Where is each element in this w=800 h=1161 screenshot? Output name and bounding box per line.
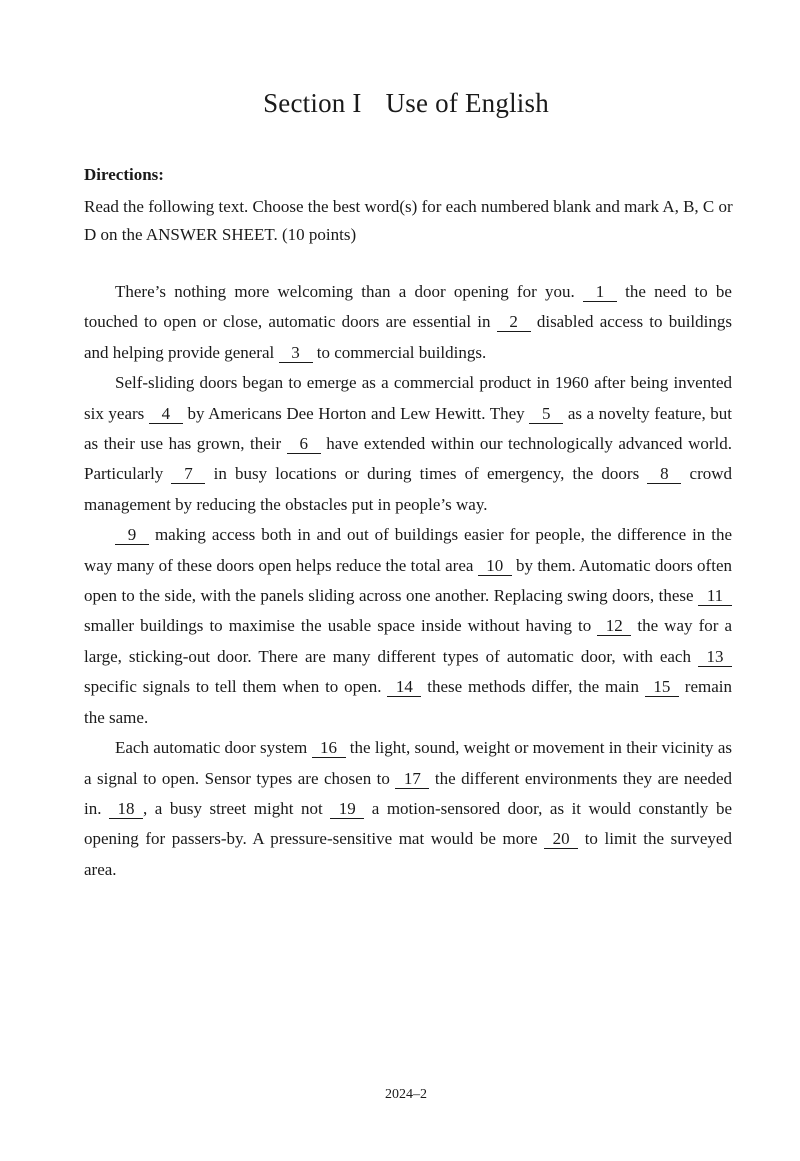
- blank-2: 2: [497, 313, 531, 332]
- blank-3: 3: [279, 344, 313, 363]
- blank-15: 15: [645, 678, 679, 697]
- passage-text: disabled access to buildings and helping provide general: [84, 312, 732, 362]
- passage-paragraph-3: [84, 520, 732, 733]
- passage-paragraph-4: [84, 733, 732, 885]
- passage-text: There’s nothing more welcoming than a door opening for you.: [115, 282, 583, 301]
- passage-paragraph-1: [84, 277, 732, 368]
- page-number: 2024–2: [385, 1087, 427, 1102]
- blank-13: 13: [698, 648, 732, 667]
- passage-text: making access both in and out of buildings easier for people, the difference in the way many of these doors open helps reduce the total area: [84, 525, 732, 575]
- section-name: Use of English: [385, 88, 549, 118]
- blank-16: 16: [312, 739, 346, 758]
- passage-text: a motion-sensored door, as it would constantly be opening for passers-by. A pressure-sensitive mat would be more: [84, 798, 732, 849]
- section-title: [0, 88, 800, 119]
- blank-11: 11: [698, 587, 732, 606]
- passage-text: to limit the surveyed area.: [84, 829, 732, 879]
- blank-12: 12: [597, 617, 631, 636]
- blank-20: 20: [544, 830, 578, 849]
- blank-10: 10: [478, 557, 512, 576]
- blank-14: 14: [387, 678, 421, 697]
- passage-text: the need to be touched to open or close, automatic doors are essential in: [84, 282, 732, 332]
- passage-text: have extended within our technologically advanced world. Particularly: [84, 434, 733, 484]
- passage-text: crowd management by reducing the obstacles put in people’s way.: [84, 464, 733, 514]
- passage-text: these methods differ, the main: [421, 677, 645, 697]
- passage-text: to commercial buildings.: [312, 342, 487, 362]
- blank-5: 5: [529, 405, 563, 424]
- passage-text: in busy locations or during times of emergency, the doors: [205, 464, 648, 484]
- blank-19: 19: [330, 800, 364, 819]
- passage-text: remain the same.: [84, 677, 732, 727]
- blank-9: 9: [115, 526, 149, 545]
- passage-text: the different environments they are needed in.: [84, 768, 733, 818]
- passage-text: Each automatic door system: [115, 738, 312, 758]
- blank-8: 8: [647, 465, 681, 484]
- blank-1: 1: [583, 283, 617, 302]
- passage-text: Self-sliding doors began to emerge as a commercial product in 1960 after being invented six years: [84, 373, 732, 423]
- section-number: Section I: [263, 88, 362, 118]
- cloze-passage: [84, 277, 732, 885]
- passage-text: smaller buildings to maximise the usable space inside without having to: [84, 616, 598, 636]
- passage-text: by Americans Dee Horton and Lew Hewitt. They: [182, 403, 530, 423]
- passage-text: specific signals to tell them when to open.: [84, 677, 388, 697]
- passage-paragraph-2: [84, 368, 732, 520]
- blank-4: 4: [149, 405, 183, 424]
- passage-text: by them. Automatic doors often open to the side, with the panels sliding across one another. Replacing swing doors, these: [84, 555, 732, 606]
- passage-text: the light, sound, weight or movement in their vicinity as a signal to open. Sensor types are chosen to: [84, 738, 732, 788]
- blank-7: 7: [171, 465, 205, 484]
- directions-text: Read the following text. Choose the best word(s) for each numbered blank and mark A, B, C or D on the ANSWER SHEET. (10 points): [84, 197, 733, 244]
- passage-text: the way for a large, sticking-out door. There are many different types of automatic door, with each: [84, 616, 732, 666]
- passage-text: as a novelty feature, but as their use has grown, their: [84, 403, 732, 454]
- blank-6: 6: [287, 435, 321, 454]
- directions-label: Directions:: [84, 165, 164, 184]
- passage-text: , a busy street might not: [143, 798, 331, 818]
- blank-18: 18: [109, 800, 143, 819]
- blank-17: 17: [395, 770, 429, 789]
